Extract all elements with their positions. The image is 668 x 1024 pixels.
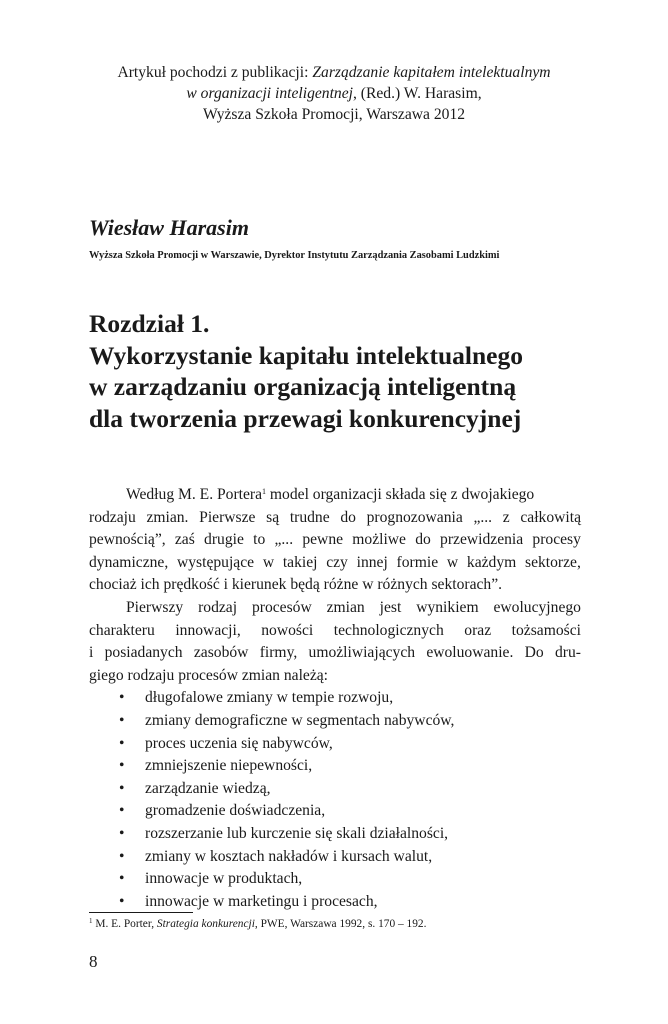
bullet-icon: •: [119, 802, 125, 820]
paragraph-1-line: chociaż ich prędkość i kierunek będą różne w różnych sektorach”.: [89, 576, 503, 594]
footnote-mark: 1: [89, 917, 93, 925]
list-item: • rozszerzanie lub kurczenie się skali działalności,: [89, 823, 581, 846]
paragraph-1-line: pewnością”, zaś drugie to „... pewne możliwe do przewidzenia procesy: [89, 531, 581, 549]
author-name: Wiesław Harasim: [89, 215, 249, 240]
list-item: • zarządzanie wiedzą,: [89, 778, 581, 801]
footnote-divider: [89, 912, 193, 913]
publication-note-line-2: w organizacji inteligentnej, (Red.) W. Harasim,: [186, 85, 482, 102]
chapter-title-line: w zarządzaniu organizacją inteligentną: [89, 372, 517, 401]
chapter-label: Rozdział 1.: [89, 309, 210, 338]
list-item: • długofalowe zmiany w tempie rozwoju,: [89, 687, 581, 710]
publication-note-line-3: Wyższa Szkoła Promocji, Warszawa 2012: [202, 106, 466, 123]
publication-note: [0, 62, 668, 125]
publication-note-line-1: Artykuł pochodzi z publikacji: Zarządzanie kapitałem intelektualnym: [117, 64, 551, 81]
bullet-icon: •: [119, 689, 125, 707]
bullet-icon: •: [119, 892, 125, 910]
list-item: • innowacje w produktach,: [89, 868, 581, 891]
bullet-icon: •: [119, 870, 125, 888]
list-item: • innowacje w marketingu i procesach,: [89, 891, 581, 914]
bullet-icon: •: [119, 847, 125, 865]
paragraph-2-line: giego rodzaju procesów zmian należą:: [89, 666, 329, 684]
body-text: [89, 484, 581, 913]
footnote-reference[interactable]: 1: [262, 487, 267, 496]
bullet-list: [89, 687, 581, 913]
list-item: • zmniejszenie niepewności,: [89, 755, 581, 778]
list-item: • zmiany demograficzne w segmentach nabywców,: [89, 710, 581, 733]
bullet-icon: •: [119, 711, 125, 729]
paragraph-2-line: Pierwszy rodzaj procesów zmian jest wynikiem ewolucyjnego: [126, 598, 581, 616]
paragraph-1-line: [89, 484, 581, 507]
paragraph-1-line: rodzaju zmian. Pierwsze są trudne do prognozowania „... z całkowitą: [89, 508, 581, 526]
bullet-icon: •: [119, 734, 125, 752]
chapter-title: [89, 308, 609, 434]
footnote: $^1$ M. E. Porter, Strategia konkurencji, PWE, Warszawa 1992, s. 170 – 192.: [89, 917, 427, 930]
paragraph-2-line: i posiadanych zasobów firmy, umożliwiających ewoluowanie. Do dru-: [89, 644, 581, 662]
list-item: • gromadzenie doświadczenia,: [89, 800, 581, 823]
chapter-title-line: Wykorzystanie kapitału intelektualnego: [89, 340, 523, 370]
bullet-icon: •: [119, 824, 125, 842]
author-affiliation: Wyższa Szkoła Promocji w Warszawie, Dyrektor Instytutu Zarządzania Zasobami Ludzkimi: [89, 250, 500, 261]
chapter-title-line: dla tworzenia przewagi konkurencyjnej: [89, 403, 522, 433]
list-item: • zmiany w kosztach nakładów i kursach walut,: [89, 846, 581, 869]
paragraph-1-line: dynamiczne, występujące w takiej czy innej formie w każdym sektorze,: [89, 553, 581, 571]
bullet-icon: •: [119, 757, 125, 775]
bullet-icon: •: [119, 779, 125, 797]
page-number: 8: [89, 952, 98, 971]
list-item: • proces uczenia się nabywców,: [89, 733, 581, 756]
paragraph-2-line: charakteru innowacji, nowości technologicznych oraz tożsamości: [89, 621, 581, 639]
paragraph-1-first-line: Według M. E. Portera$^1$ model organizacji składa się z dwojakiego: [126, 486, 535, 503]
